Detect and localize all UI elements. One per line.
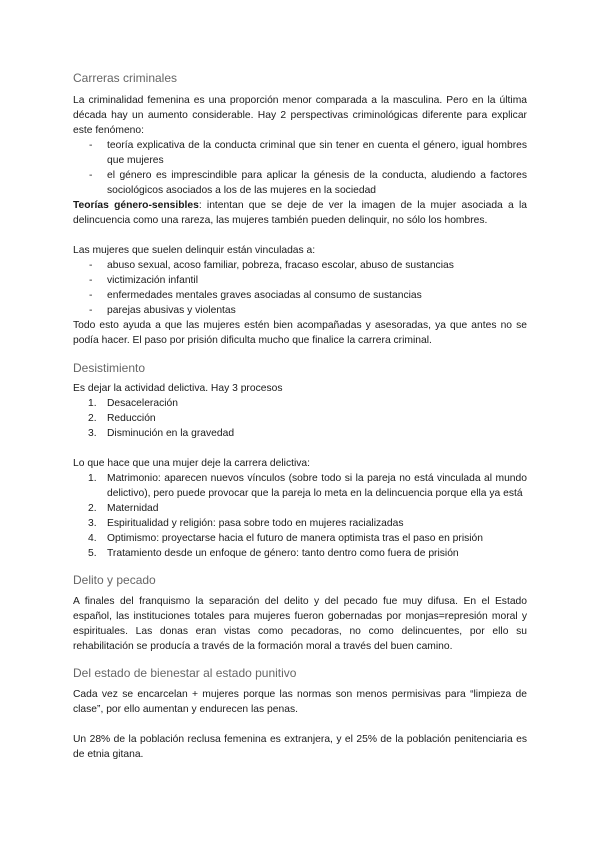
document-page — [73, 70, 527, 762]
paragraph-delito-pecado: A finales del franquismo la separación del delito y del pecado fue muy difusa. En el Estado español, las instituciones totales para mujeres fueron gobernadas por monjas=represión moral y espirituales. Las donas eran vistas como pecadoras, no como delincuentes, por ello su rehabilitación se producía a través de la formación moral a través del buen camino. — [73, 596, 527, 652]
paragraph-estado-1: Cada vez se encarcelan + mujeres porque las normas son menos permisivas para “limpieza de clase”, por ello aumentan y endurecen las penas. — [73, 689, 527, 715]
paragraph-desistimiento-intro: Es dejar la actividad delictiva. Hay 3 procesos — [73, 383, 283, 394]
list-item: - teoría explicativa de la conducta criminal que sin tener en cuenta el género, igual hombres que mujeres — [89, 140, 527, 166]
list-item: 2. Maternidad — [88, 503, 159, 514]
paragraph-intro: La criminalidad femenina es una proporción menor comparada a la masculina. Pero en la última década hay un aumento considerable. Hay 2 perspectivas criminológicas diferente para explicar este fenómeno: — [73, 95, 527, 136]
list-item: 3. Disminución en la gravedad — [88, 428, 235, 439]
list-item: - abuso sexual, acoso familiar, pobreza, fracaso escolar, abuso de sustancias — [89, 260, 454, 271]
list-item: - parejas abusivas y violentas — [89, 305, 236, 316]
list-item: - enfermedades mentales graves asociadas al consumo de sustancias — [89, 290, 422, 301]
theory-label: Teorías género-sensibles — [73, 200, 199, 211]
linked-list — [73, 258, 527, 318]
heading-delito-y-pecado: Delito y pecado — [73, 573, 156, 587]
heading-carreras-criminales: Carreras criminales — [73, 71, 178, 85]
list-item: 1. Desaceleración — [88, 398, 178, 409]
list-item: - victimización infantil — [89, 275, 198, 286]
list-item: 5. Tratamiento desde un enfoque de género: tanto dentro como fuera de prisión — [88, 548, 459, 559]
paragraph-estado-2: Un 28% de la población reclusa femenina es extranjera, y el 25% de la población penitenciaria es de etnia gitana. — [73, 734, 527, 760]
paragraph-factors-intro: Lo que hace que una mujer deje la carrera delictiva: — [73, 458, 310, 469]
list-item: - el género es imprescindible para aplicar la génesis de la conducta, aludiendo a factores sociológicos asociados a los de las mujeres en la sociedad — [89, 170, 527, 196]
list-item: 4. Optimismo: proyectarse hacia el futuro de manera optimista tras el paso en prisión — [88, 533, 484, 544]
paragraph-closing: Todo esto ayuda a que las mujeres estén bien acompañadas y asesoradas, ya que antes no se podía hacer. El paso por prisión dificulta mucho que finalice la carrera criminal. — [73, 320, 527, 346]
paragraph-theory: Teorías género-sensibles: intentan que se deje de ver la imagen de la mujer asociada a la delincuencia como una rareza, las mujeres también pueden delinquir, no sólo los hombres. — [73, 200, 528, 226]
factors-list — [73, 471, 527, 561]
list-item: 1. Matrimonio: aparecen nuevos vínculos (sobre todo si la pareja no está vinculada al mundo delictivo), pero puede provocar que la pareja lo meta en la delincuencia porque ella ya está — [88, 473, 527, 499]
heading-desistimiento: Desistimiento — [73, 361, 146, 375]
list-item: 3. Espiritualidad y religión: pasa sobre todo en mujeres racializadas — [88, 518, 404, 529]
paragraph-linked-intro: Las mujeres que suelen delinquir están vinculadas a: — [73, 245, 316, 256]
processes-list — [73, 396, 527, 441]
perspectives-list — [73, 138, 527, 198]
list-item: 2. Reducción — [88, 413, 156, 424]
heading-estado-punitivo: Del estado de bienestar al estado punitivo — [73, 666, 297, 680]
